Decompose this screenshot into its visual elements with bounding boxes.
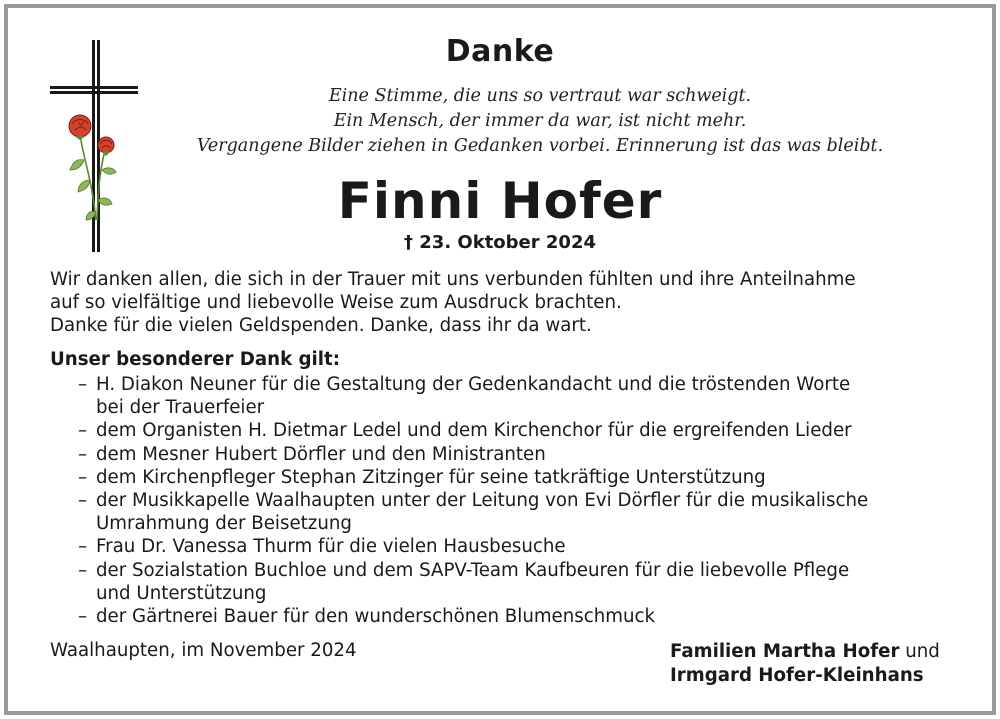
dash-bullet: – (78, 536, 88, 558)
dash-bullet: – (78, 374, 88, 395)
family-connector: und (899, 641, 940, 662)
poem-line: Ein Mensch, der immer da war, ist nicht mehr. (333, 111, 747, 131)
poem-line: Vergangene Bilder ziehen in Gedanken vorbei. Erinnerung ist das was bleibt. (196, 136, 884, 156)
death-date: † 23. Oktober 2024 (404, 232, 596, 253)
list-item-line: der Gärtnerei Bauer für den wunderschönen Blumenschmuck (96, 606, 656, 628)
intro-line: Wir danken allen, die sich in der Trauer mit uns verbunden fühlten und ihre Anteilnahme (50, 269, 856, 290)
intro-line: Danke für die vielen Geldspenden. Danke, dass ihr da wart. (50, 315, 592, 336)
dash-bullet: – (78, 443, 88, 465)
family-name-1: Familien Martha Hofer (670, 641, 900, 662)
list-item-line: der Sozialstation Buchloe und dem SAPV-Team Kaufbeuren für die liebevolle Pflege (96, 559, 850, 581)
list-item-line: bei der Trauerfeier (96, 397, 265, 419)
place-and-date: Waalhaupten, im November 2024 (50, 640, 357, 661)
list-item-line: dem Organisten H. Dietmar Ledel und dem Kirchenchor für die ergreifenden Lieder (96, 420, 852, 442)
list-item-line: dem Mesner Hubert Dörfler und den Ministranten (96, 443, 546, 465)
poem-line: Eine Stimme, die uns so vertraut war schweigt. (328, 86, 752, 106)
dash-bullet: – (78, 606, 88, 628)
family-name-2: Irmgard Hofer-Kleinhans (670, 665, 924, 686)
dash-bullet: – (78, 559, 88, 581)
intro-line: auf so vielfältige und liebevolle Weise zum Ausdruck brachten. (50, 292, 622, 313)
dash-bullet: – (78, 420, 88, 442)
list-item (0, 443, 1000, 466)
dash-bullet: – (78, 466, 88, 488)
poem (160, 84, 920, 159)
family-line-1 (670, 640, 940, 664)
list-item (0, 419, 1000, 442)
list-item-line: der Musikkapelle Waalhaupten unter der Leitung von Evi Dörfler für die musikalische (96, 490, 869, 512)
list-item (0, 535, 1000, 558)
list-item-line: Umrahmung der Beisetzung (96, 513, 352, 535)
page-title: Danke (445, 34, 555, 69)
list-item-line: H. Diakon Neuner für die Gestaltung der Gedenkandacht und die tröstenden Worte (96, 374, 851, 395)
intro-text (50, 268, 960, 337)
list-item (0, 559, 1000, 605)
list-item (0, 489, 1000, 535)
list-item-line: dem Kirchenpfleger Stephan Zitzinger für seine tatkräftige Unterstützung (96, 466, 766, 488)
thanks-list (0, 373, 1000, 628)
thanks-heading: Unser besonderer Dank gilt: (50, 349, 340, 370)
list-item-line: und Unterstützung (96, 582, 267, 604)
dash-bullet: – (78, 490, 88, 512)
list-item (0, 605, 1000, 628)
signature-families (670, 640, 940, 688)
deceased-name: Finni Hofer (337, 172, 663, 230)
family-line-2 (670, 664, 940, 688)
list-item (0, 466, 1000, 489)
list-item (0, 373, 1000, 419)
list-item-line: Frau Dr. Vanessa Thurm für die vielen Hausbesuche (96, 536, 566, 558)
